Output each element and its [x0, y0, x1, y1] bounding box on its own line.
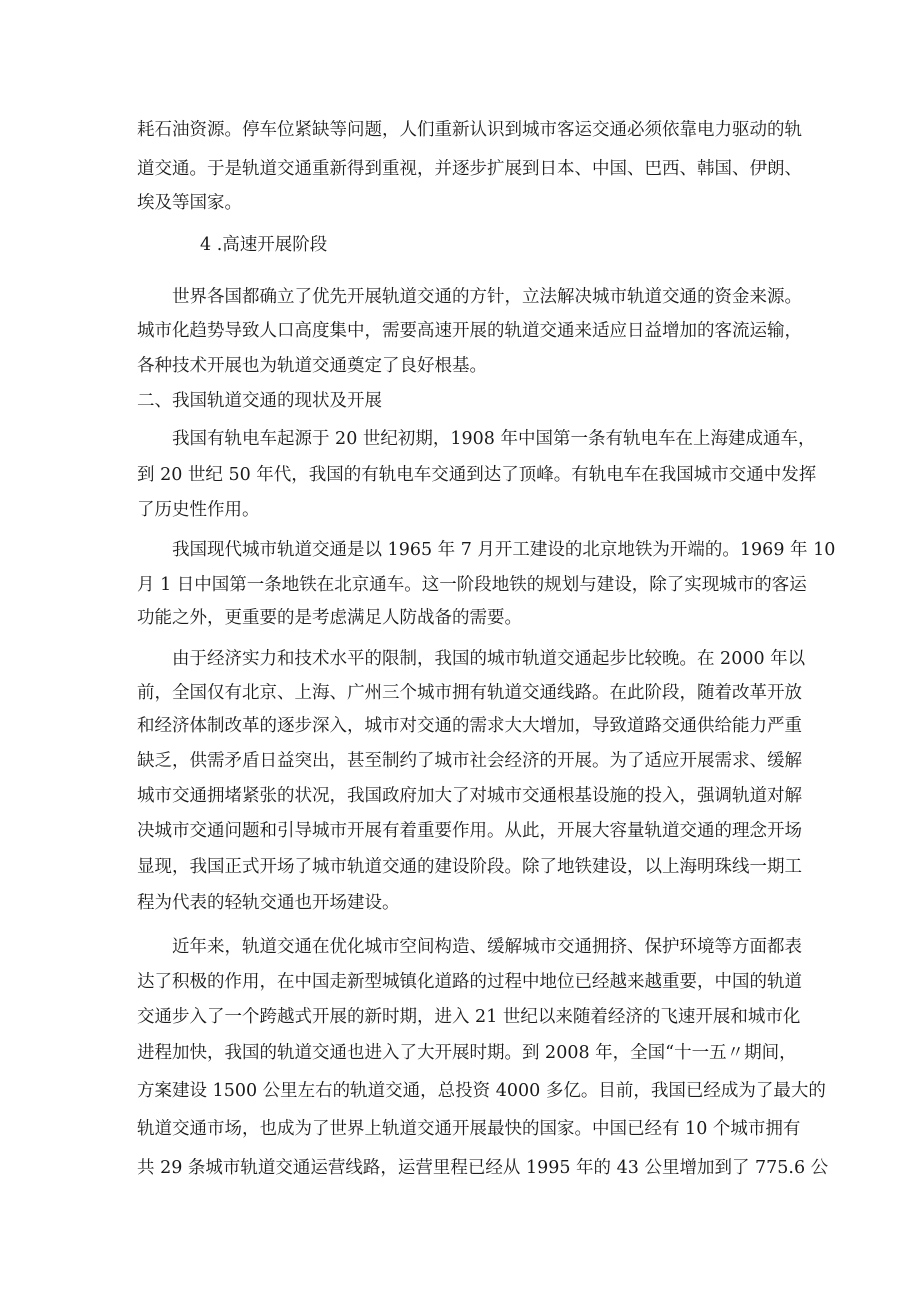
text-line: 前，全国仅有北京、上海、广州三个城市拥有轨道交通线路。在此阶段，随着改革开放: [137, 683, 802, 703]
text-line: 月 1 日中国第一条地铁在北京通车。这一阶段地铁的规划与建设，除了实现城市的客运: [137, 575, 807, 595]
section-heading: 4 .高速开展阶段: [200, 235, 328, 255]
text-line: 埃及等国家。: [137, 193, 242, 213]
text-line: 方案建设 1500 公里左右的轨道交通，总投资 4000 多亿。目前，我国已经成为了最大的: [137, 1081, 826, 1101]
text-line: 进程加快，我国的轨道交通也进入了大开展时期。到 2008 年，全国“十一五〃期间，: [137, 1043, 797, 1063]
text-line: 世界各国都确立了优先开展轨道交通的方针，立法解决城市轨道交通的资金来源。: [172, 287, 802, 307]
text-line: 达了积极的作用，在中国走新型城镇化道路的过程中地位已经越来越重要，中国的轨道: [137, 972, 802, 992]
text-line: 我国现代城市轨道交通是以 1965 年 7 月开工建设的北京地铁为开端的。1969 年 10: [172, 540, 836, 560]
text-line: 城市交通拥堵紧张的状况，我国政府加大了对城市交通根基设施的投入，强调轨道对解: [137, 786, 802, 806]
section-heading: 二、我国轨道交通的现状及开展: [137, 391, 382, 411]
text-line: 城市化趋势导致人口高度集中，需要高速开展的轨道交通来适应日益增加的客流运输，: [137, 321, 802, 341]
text-line: 和经济体制改革的逐步深入，城市对交通的需求大大增加，导致道路交通供给能力严重: [137, 716, 802, 736]
text-line: 决城市交通问题和引导城市开展有着重要作用。从此，开展大容量轨道交通的理念开场: [137, 821, 802, 841]
text-line: 交通步入了一个跨越式开展的新时期，进入 21 世纪以来随着经济的飞速开展和城市化: [137, 1007, 801, 1027]
text-line: 程为代表的轻轨交通也开场建设。: [137, 893, 400, 913]
text-line: 各种技术开展也为轨道交通奠定了良好根基。: [137, 356, 487, 376]
text-line: 由于经济实力和技术水平的限制，我国的城市轨道交通起步比较晚。在 2000 年以: [172, 649, 806, 669]
text-line: 轨道交通市场，也成为了世界上轨道交通开展最快的国家。中国已经有 10 个城市拥有: [137, 1119, 801, 1139]
text-line: 我国有轨电车起源于 20 世纪初期，1908 年中国第一条有轨电车在上海建成通车，: [172, 429, 816, 449]
text-line: 耗石油资源。停车位紧缺等问题，人们重新认识到城市客运交通必须依靠电力驱动的轨: [137, 120, 802, 140]
text-line: 了历史性作用。: [137, 500, 260, 520]
text-line: 显现，我国正式开场了城市轨道交通的建设阶段。除了地铁建设，以上海明珠线一期工: [137, 857, 802, 877]
text-line: 缺乏，供需矛盾日益突出，甚至制约了城市社会经济的开展。为了适应开展需求、缓解: [137, 751, 802, 771]
text-line: 近年来，轨道交通在优化城市空间构造、缓解城市交通拥挤、保护环境等方面都表: [172, 937, 802, 957]
text-line: 到 20 世纪 50 年代，我国的有轨电车交通到达了顶峰。有轨电车在我国城市交通中发挥: [137, 465, 817, 485]
text-line: 道交通。于是轨道交通重新得到重视，并逐步扩展到日本、中国、巴西、韩国、伊朗、: [137, 159, 802, 179]
text-line: 功能之外，更重要的是考虑满足人防战备的需要。: [137, 608, 522, 628]
text-line: 共 29 条城市轨道交通运营线路，运营里程已经从 1995 年的 43 公里增加到了 775.6 公: [137, 1158, 829, 1178]
